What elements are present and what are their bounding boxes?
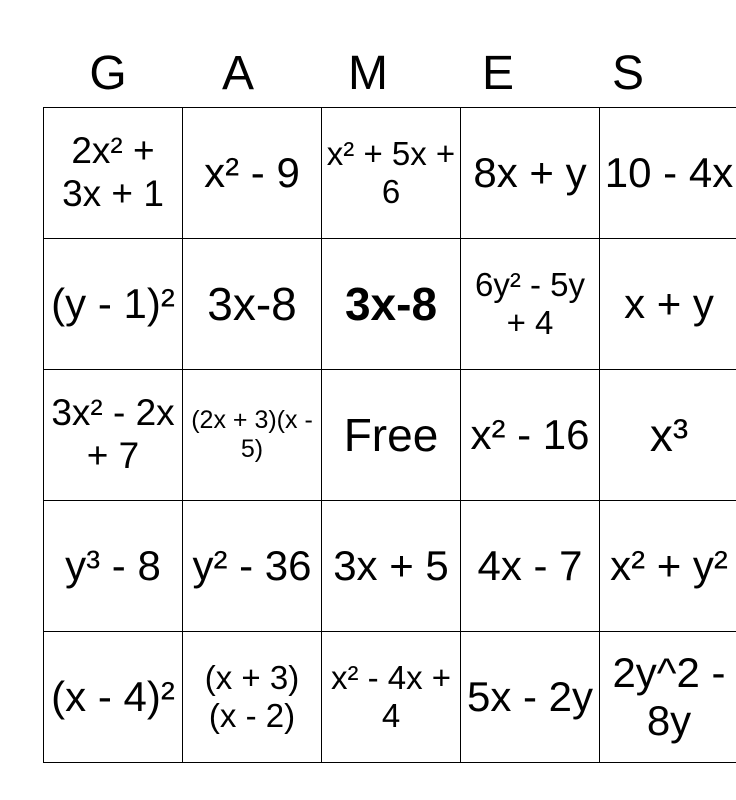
- bingo-cell[interactable]: x² - 9: [183, 108, 322, 239]
- bingo-cell[interactable]: y² - 36: [183, 501, 322, 632]
- header-letter-a: A: [221, 47, 254, 100]
- bingo-cell[interactable]: 8x + y: [461, 108, 600, 239]
- board-row: [44, 632, 736, 763]
- bingo-cell[interactable]: 5x - 2y: [461, 632, 600, 763]
- bingo-cell[interactable]: 4x - 7: [461, 501, 600, 632]
- header-letter-g: G: [89, 47, 127, 100]
- bingo-cell[interactable]: x² - 16: [461, 370, 600, 501]
- header-letter-s: S: [611, 47, 644, 100]
- bingo-cell[interactable]: x + y: [600, 239, 736, 370]
- bingo-cell[interactable]: (2x + 3)(x - 5): [183, 370, 322, 501]
- bingo-cell[interactable]: 3x + 5: [322, 501, 461, 632]
- board-row: [44, 370, 736, 501]
- bingo-cell[interactable]: y³ - 8: [44, 501, 183, 632]
- bingo-cell[interactable]: 3x-8: [322, 239, 461, 370]
- bingo-board: [43, 107, 736, 763]
- bingo-cell[interactable]: x³: [600, 370, 736, 501]
- bingo-cell[interactable]: 10 - 4x: [600, 108, 736, 239]
- board-row: [44, 239, 736, 370]
- bingo-cell[interactable]: x² + y²: [600, 501, 736, 632]
- header-letter-e: E: [481, 47, 514, 100]
- free-space-cell[interactable]: Free: [322, 370, 461, 501]
- bingo-cell[interactable]: (x + 3) (x - 2): [183, 632, 322, 763]
- bingo-cell[interactable]: 2x² + 3x + 1: [44, 108, 183, 239]
- board-row: [44, 108, 736, 239]
- bingo-cell[interactable]: 6y² - 5y + 4: [461, 239, 600, 370]
- bingo-cell[interactable]: (x - 4)²: [44, 632, 183, 763]
- bingo-cell[interactable]: (y - 1)²: [44, 239, 183, 370]
- bingo-cell[interactable]: 3x² - 2x + 7: [44, 370, 183, 501]
- board-row: [44, 501, 736, 632]
- bingo-cell[interactable]: x² + 5x + 6: [322, 108, 461, 239]
- bingo-cell[interactable]: 3x-8: [183, 239, 322, 370]
- bingo-cell[interactable]: 2y^2 - 8y: [600, 632, 736, 763]
- bingo-header: [43, 42, 693, 106]
- header-letter-m: M: [348, 47, 388, 100]
- bingo-cell[interactable]: x² - 4x + 4: [322, 632, 461, 763]
